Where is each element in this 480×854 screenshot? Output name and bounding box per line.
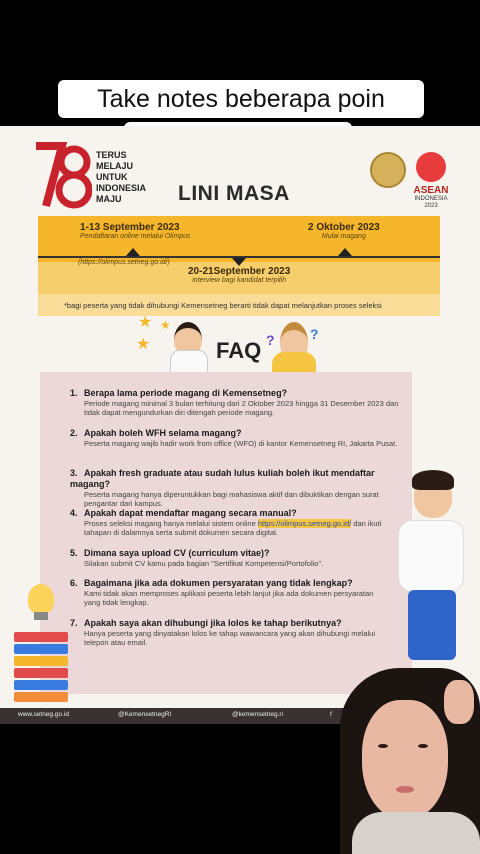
faq-number: 1. <box>70 388 78 398</box>
faq-item <box>70 468 400 508</box>
presenter-shirt <box>352 812 480 854</box>
timeline-item-3 <box>188 266 290 284</box>
faq-answer: Hanya peserta yang dinyatakan lolos ke tahap wawancara yang akan dihubungi melalui telepon atau email. <box>84 629 376 647</box>
faq-question: Dimana saya upload CV (curriculum vitae)? <box>84 548 270 558</box>
book <box>14 692 68 702</box>
timeline-date: 2 Oktober 2023 <box>308 222 380 233</box>
star-icon: ★ <box>138 314 153 331</box>
timeline-url: (https://olimpus.setneg.go.id/) <box>78 259 170 266</box>
faq-answer: Silakan submit CV kamu pada bagian "Sertifikat Kompetensi/Portofolio". <box>84 559 324 568</box>
guide-character-legs <box>408 590 456 660</box>
faq-item <box>70 578 386 607</box>
logo-line: MELAJU <box>96 161 134 171</box>
faq-answer-text: dan ikuti tahapan di dalamnya serta submit dokumen secara digital. <box>84 519 382 537</box>
logo-line: INDONESIA <box>96 183 147 193</box>
faq-item <box>70 508 386 537</box>
star-icon: ★ <box>160 318 171 332</box>
timeline-desc: Mulai magang <box>321 233 366 240</box>
timeline-date: 1-13 September 2023 <box>80 222 180 233</box>
asean-label <box>409 186 453 210</box>
bulb-base <box>34 612 48 620</box>
logo-line: TERUS <box>96 150 127 160</box>
faq-question: Apakah fresh graduate atau sudah lulus kuliah boleh ikut mendaftar magang? <box>70 468 375 489</box>
asean-year: 2023 <box>424 203 438 209</box>
faq-answer: Peserta magang hanya diperuntukkan bagi mahasiswa aktif dan dibuktikan dengan surat pengantar dari kampus. <box>84 490 379 508</box>
faq-number: 4. <box>70 508 78 518</box>
faq-item <box>70 548 370 568</box>
logo-line: MAJU <box>96 194 122 204</box>
question-mark-icon: ? <box>266 332 275 348</box>
faq-item <box>70 618 386 647</box>
caption-line-1: Take notes beberapa poin <box>58 80 424 118</box>
book <box>14 656 68 666</box>
faq-list <box>40 372 412 694</box>
faq-number: 7. <box>70 618 78 628</box>
presenter-eye <box>418 744 428 748</box>
timeline-marker <box>232 258 246 266</box>
faq-question: Apakah saya akan dihubungi jika lolos ke tahap berikutnya? <box>84 618 342 628</box>
timeline-marker <box>126 248 140 256</box>
book <box>14 680 68 690</box>
garuda-emblem-icon <box>370 152 406 188</box>
hut-ri-78-logo <box>32 140 92 212</box>
logo-tagline <box>96 150 146 205</box>
faq-number: 5. <box>70 548 78 558</box>
timeline-item-2 <box>308 222 380 240</box>
lightbulb-icon <box>28 584 54 614</box>
faq-question: Apakah dapat mendaftar magang secara manual? <box>84 508 297 518</box>
timeline-item-1 <box>80 222 191 240</box>
timeline-desc: Pendaftaran online melalui Olimpus <box>80 233 191 240</box>
faq-answer: Periode magang minimal 3 bulan terhitung dari 2 Oktober 2023 hingga 31 Desember 2023 dan tidak dapat mengundurkan diri ditengah periode magang. <box>84 399 399 417</box>
faq-question: Bagaimana jika ada dokumen persyaratan yang tidak lengkap? <box>84 578 353 588</box>
presenter-lips <box>396 786 414 793</box>
olimpus-link[interactable]: https://olimpus.setneg.go.id/ <box>257 519 352 528</box>
logo-line: UNTUK <box>96 172 128 182</box>
faq-answer: Peserta magang wajib hadir work from office (WFO) di kantor Kemensetneg RI, Jakarta Pusat. <box>84 439 398 448</box>
faq-number: 2. <box>70 428 78 438</box>
faq-number: 6. <box>70 578 78 588</box>
footer-website: www.setneg.go.id <box>18 711 69 718</box>
asean-name: ASEAN <box>413 185 449 196</box>
asean-logo-icon <box>416 152 446 182</box>
guide-character-hair <box>412 470 454 490</box>
book <box>14 632 68 642</box>
faq-title: FAQ <box>216 338 262 363</box>
book <box>14 668 68 678</box>
timeline-marker <box>338 248 352 256</box>
footer-instagram: @kemensetneg.ri <box>232 711 284 718</box>
faq-question: Apakah boleh WFH selama magang? <box>84 428 242 438</box>
presenter-hand <box>444 680 474 724</box>
question-mark-icon: ? <box>310 326 319 342</box>
faq-item <box>70 388 400 417</box>
faq-item <box>70 428 400 448</box>
faq-answer: Kami tidak akan memproses aplikasi peserta lebih lanjut jika ada dokumen persyaratan yang tidak lengkap. <box>84 589 374 607</box>
guide-character-body <box>398 520 464 592</box>
boy-shirt <box>170 350 208 374</box>
timeline-date: 20-21September 2023 <box>188 266 291 277</box>
facebook-icon: f <box>330 711 332 718</box>
faq-answer <box>70 519 386 537</box>
faq-answer-text: Proses seleksi magang hanya melalui sistem online <box>84 519 258 528</box>
presenter-eye <box>378 744 388 748</box>
star-icon: ★ <box>136 336 151 353</box>
faq-number: 3. <box>70 468 78 478</box>
footer-twitter: @KemensetnegRI <box>118 711 172 718</box>
girl-shirt <box>272 352 316 372</box>
poster-title: LINI MASA <box>178 182 290 205</box>
timeline-note: *bagi peserta yang tidak dihubungi Kemensetneg berarti tidak dapat melanjutkan proses seleksi <box>64 301 382 310</box>
faq-question: Berapa lama periode magang di Kemensetneg? <box>84 388 288 398</box>
book <box>14 644 68 654</box>
presenter-face <box>362 700 448 820</box>
asean-country: INDONESIA <box>414 196 448 202</box>
timeline-desc: interview bagi kandidat terpilih <box>192 277 287 284</box>
